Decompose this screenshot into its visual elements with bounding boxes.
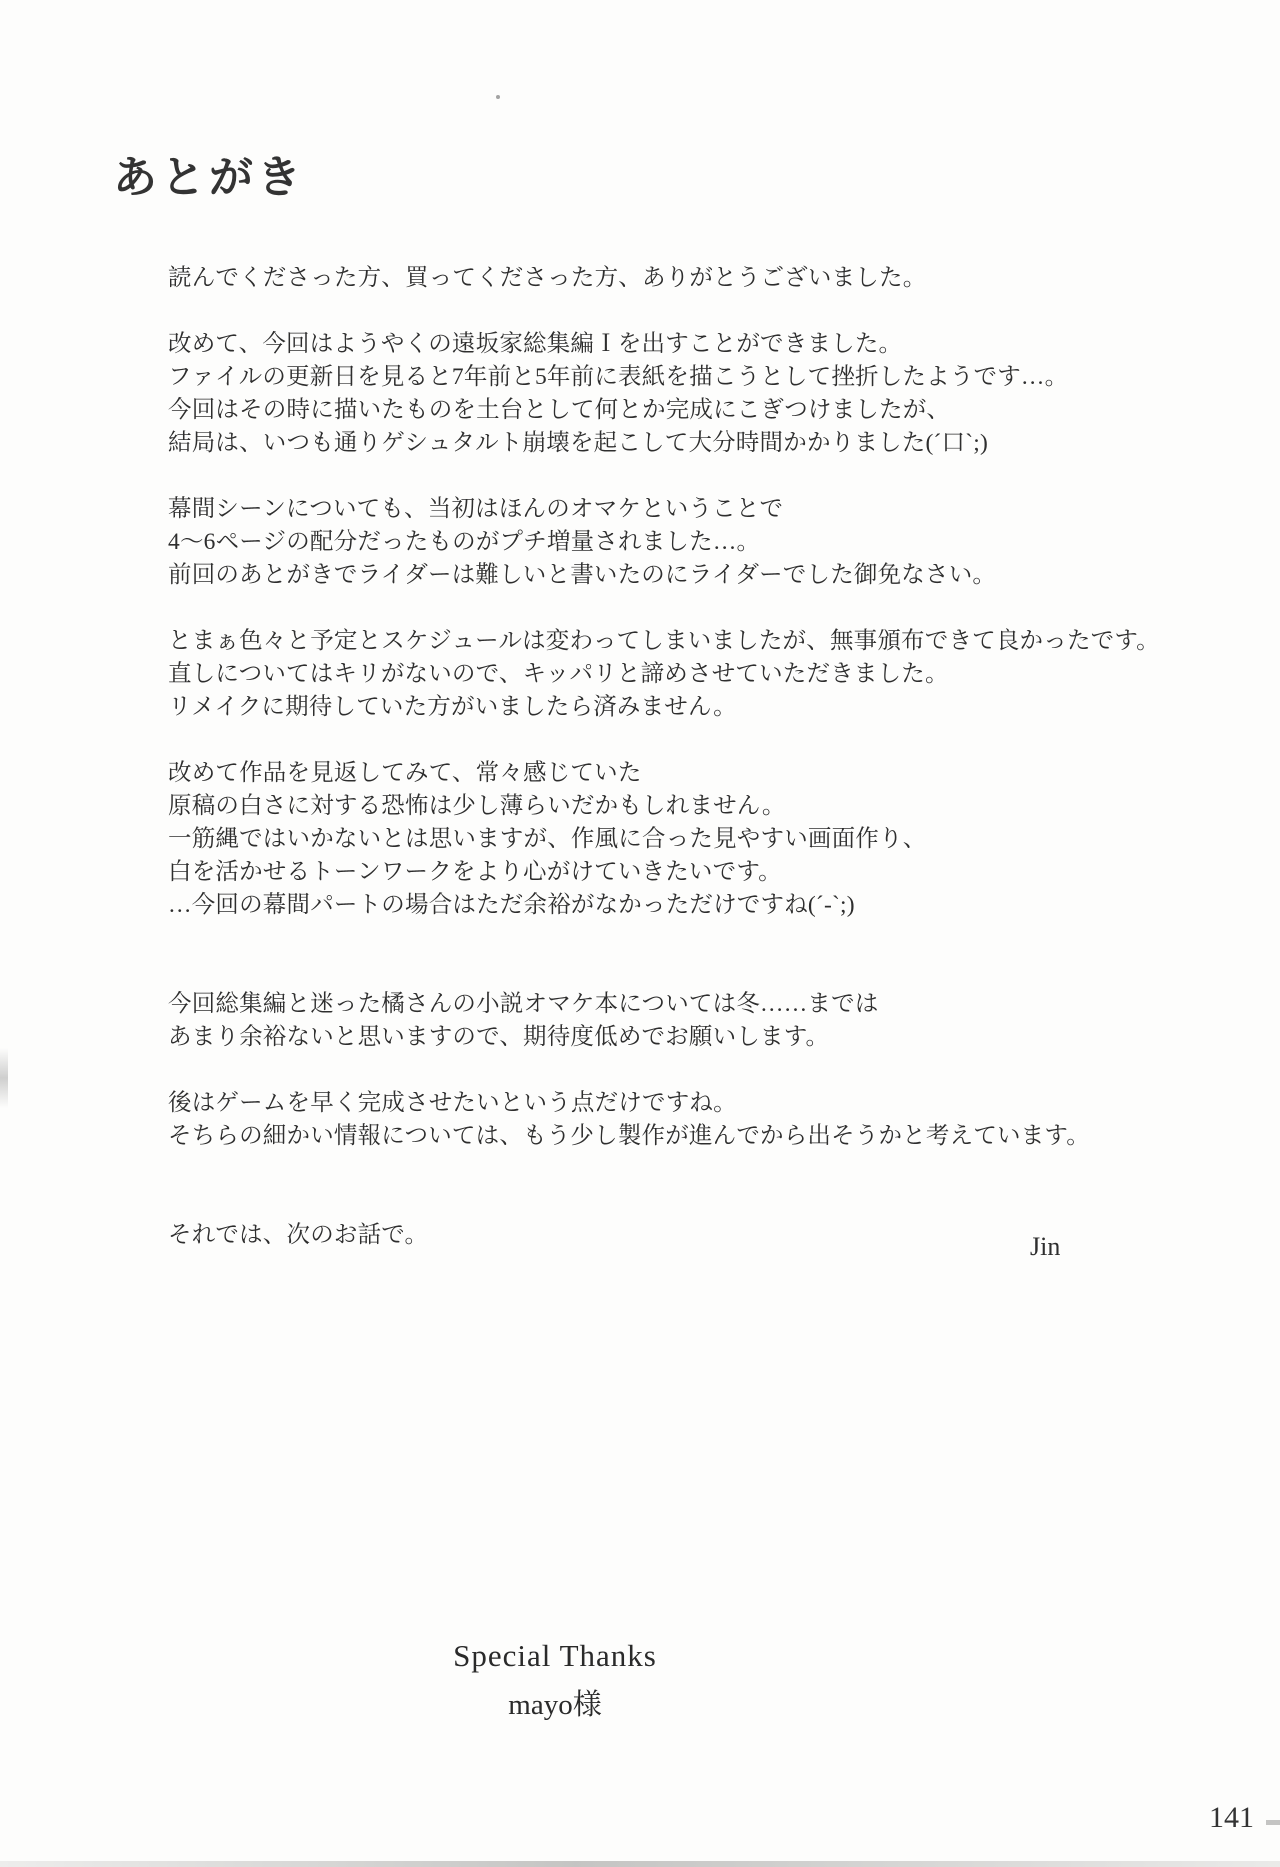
paragraph-reflection xyxy=(168,757,1188,922)
page-number: 141 xyxy=(1209,1801,1254,1834)
scan-artifact-bottom-edge xyxy=(0,1861,1280,1867)
text-line: 一筋縄ではいかないとは思いますが、作風に合った見やすい画面作り、 xyxy=(168,826,927,852)
text-line: 結局は、いつも通りゲシュタルト崩壊を起こして大分時間かかりました(´口`;) xyxy=(168,430,988,456)
text-line: 今回総集編と迷った橘さんの小説オマケ本については冬……までは xyxy=(168,991,879,1017)
text-line: あまり余裕ないと思いますので、期待度低めでお願いします。 xyxy=(168,1024,830,1050)
paragraph-thanks-readers xyxy=(168,262,1188,295)
paragraph-interlude xyxy=(168,493,1188,592)
text-line: 幕間シーンについても、当初はほんのオマケということで xyxy=(168,496,784,522)
text-line: リメイクに期待していた方がいましたら済みません。 xyxy=(168,694,737,720)
author-signature: Jin xyxy=(1030,1232,1061,1261)
text-line: 4〜6ページの配分だったものがプチ増量されました…。 xyxy=(168,529,761,555)
text-line: 改めて作品を見返してみて、常々感じていた xyxy=(168,760,642,786)
special-thanks-name: mayo様 xyxy=(508,1689,602,1721)
text-line: そちらの細かい情報については、もう少し製作が進んでから出そうかと考えています。 xyxy=(168,1123,1090,1149)
text-line: ファイルの更新日を見ると7年前と5年前に表紙を描こうとして挫折したようです…。 xyxy=(168,364,1069,390)
text-line: 原稿の白さに対する恐怖は少し薄らいだかもしれません。 xyxy=(168,793,786,819)
text-line: 改めて、今回はようやくの遠坂家総集編Ｉを出すことができました。 xyxy=(168,331,903,357)
text-line: とまぁ色々と予定とスケジュールは変わってしまいましたが、無事頒布できて良かったです。 xyxy=(168,628,1160,654)
paragraph-schedule xyxy=(168,625,1188,724)
special-thanks-title: Special Thanks xyxy=(453,1638,657,1673)
scan-artifact-dot xyxy=(496,95,500,99)
text-line: 前回のあとがきでライダーは難しいと書いたのにライダーでした御免なさい。 xyxy=(168,562,997,588)
paragraph-game xyxy=(168,1087,1188,1153)
special-thanks-block xyxy=(0,1638,1110,1723)
text-line: …今回の幕間パートの場合はただ余裕がなかっただけですね(´-`;) xyxy=(168,892,855,918)
text-line: 今回はその時に描いたものを土台として何とか完成にこぎつけましたが、 xyxy=(168,397,951,423)
scan-artifact-left-edge xyxy=(0,1048,8,1108)
text-line: 直しについてはキリがないので、キッパリと諦めさせていただきました。 xyxy=(168,661,949,687)
text-line: 白を活かせるトーンワークをより心がけていきたいです。 xyxy=(168,859,782,885)
paragraph-compilation xyxy=(168,328,1188,460)
text-line: 後はゲームを早く完成させたいという点だけですね。 xyxy=(168,1090,737,1116)
text-line: 読んでくださった方、買ってくださった方、ありがとうございました。 xyxy=(168,265,927,291)
page-title: あとがき xyxy=(113,153,305,203)
scan-artifact-right-edge xyxy=(1266,1820,1280,1825)
afterword-body xyxy=(168,262,1188,1285)
paragraph-novel-extra xyxy=(168,988,1188,1054)
text-line: それでは、次のお話で。 xyxy=(168,1222,429,1248)
